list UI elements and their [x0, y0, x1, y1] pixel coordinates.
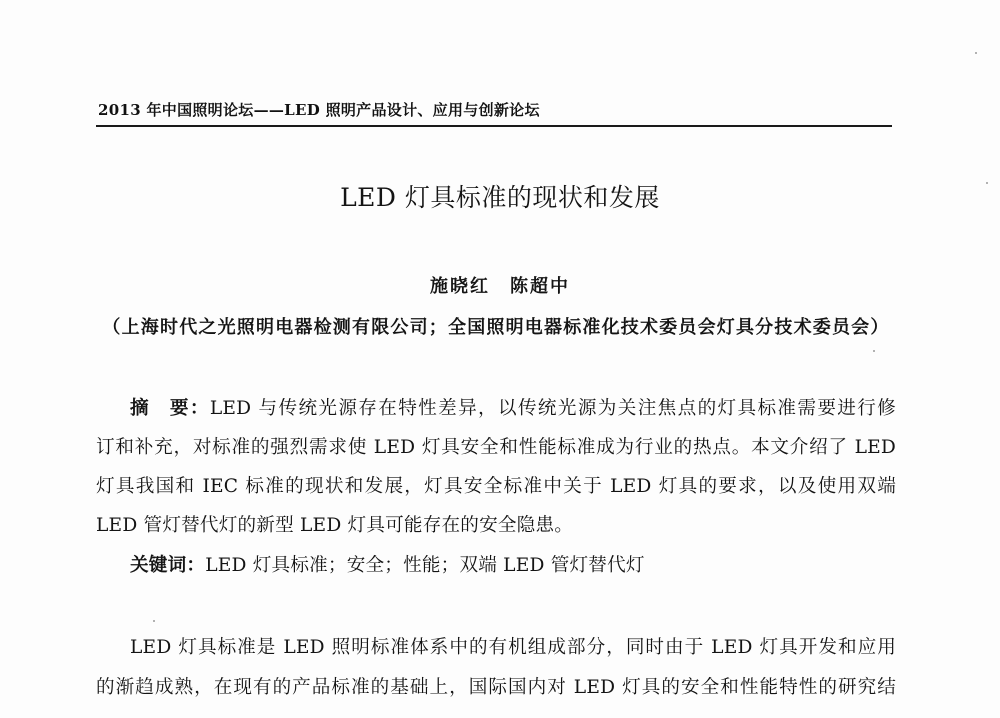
abstract-line-3: 灯具我国和 IEC 标准的现状和发展，灯具安全标准中关于 LED 灯具的要求，以及使用双端: [96, 476, 896, 497]
affiliation: （上海时代之光照明电器检测有限公司；全国照明电器标准化技术委员会灯具分技术委员会）: [102, 317, 890, 338]
authors: 施晓红 陈超中: [430, 276, 570, 297]
abstract-line-2: 订和补充，对标准的强烈需求使 LED 灯具安全和性能标准成为行业的热点。本文介绍了 LED: [96, 437, 896, 458]
abstract-line-1: [130, 394, 896, 420]
keywords-line: [130, 551, 896, 577]
scan-speck: [153, 620, 155, 622]
abstract-line-4: LED 管灯替代灯的新型 LED 灯具可能存在的安全隐患。: [96, 515, 574, 536]
abstract-text-1: LED 与传统光源存在特性差异，以传统光源为关注焦点的灯具标准需要进行修: [209, 398, 896, 419]
body-line-2: 的渐趋成熟，在现有的产品标准的基础上，国际国内对 LED 灯具的安全和性能特性的研究结: [96, 677, 896, 698]
keywords-label: 关键词：: [130, 555, 206, 576]
body-line-1: LED 灯具标准是 LED 照明标准体系中的有机组成部分，同时由于 LED 灯具开发和应用: [130, 637, 896, 658]
scan-speck: [975, 52, 977, 54]
scan-speck: [986, 182, 988, 184]
scan-speck: [873, 350, 875, 352]
running-header: 2013 年中国照明论坛——LED 照明产品设计、应用与创新论坛: [98, 101, 540, 119]
header-rule: [96, 125, 892, 127]
keywords-text: LED 灯具标准；安全；性能；双端 LED 管灯替代灯: [205, 555, 645, 576]
abstract-label: 摘 要：: [130, 398, 210, 419]
paper-title: LED 灯具标准的现状和发展: [340, 183, 660, 212]
